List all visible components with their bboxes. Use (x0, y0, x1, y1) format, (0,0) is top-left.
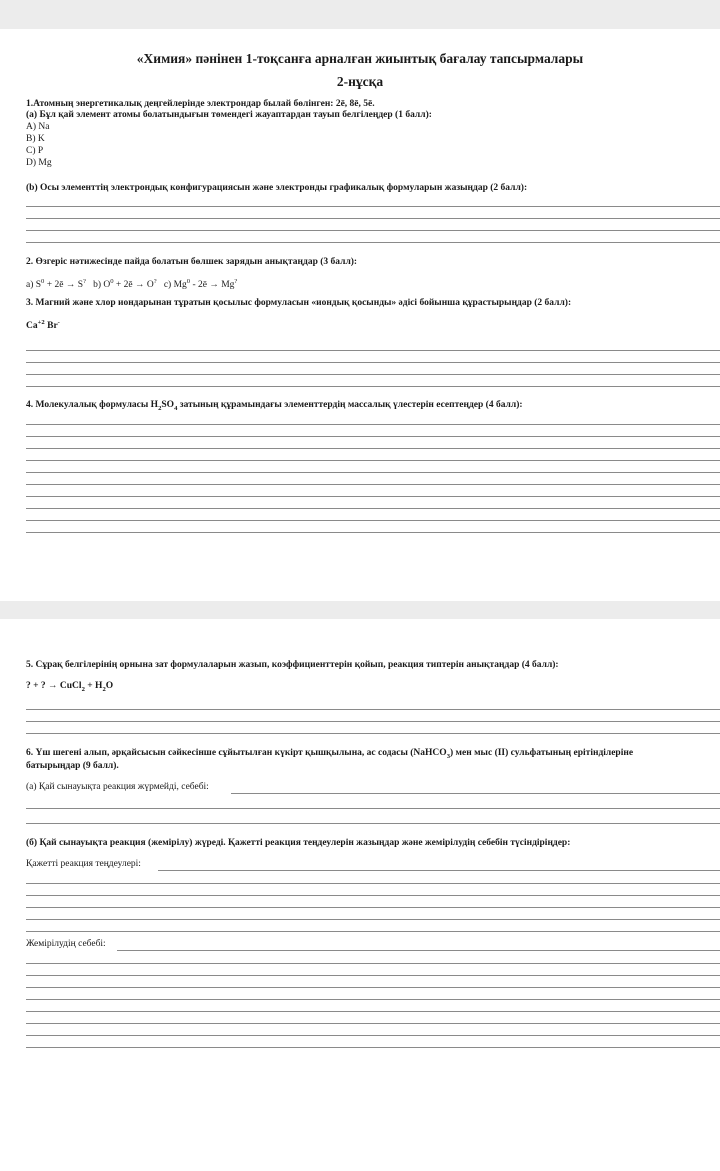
answer-line (26, 1047, 720, 1048)
q1-part-b: (b) Осы элементтің электрондық конфигурациясын және электронды графикалық формуларын жазыңдар (2 балл): (26, 183, 528, 193)
answer-line (26, 733, 720, 734)
q6-part-b: (б) Қай сынауықта реакция (жемірілу) жүреді. Қажетті реакция теңдеулерін жазыңдар және жемірілудің себебін түсіндіріңдер: (26, 838, 571, 848)
answer-line (26, 218, 720, 219)
answer-line (26, 1011, 720, 1012)
answer-line (26, 484, 720, 485)
answer-line (26, 987, 720, 988)
answer-line (26, 721, 720, 722)
answer-line (26, 919, 720, 920)
answer-fill-line (231, 793, 720, 794)
q1-option-c: C) P (26, 146, 44, 156)
answer-line (26, 460, 720, 461)
answer-line (26, 931, 720, 932)
answer-line (26, 883, 720, 884)
worksheet-page-2 (0, 619, 720, 1171)
answer-line (26, 350, 720, 351)
answer-line (26, 907, 720, 908)
answer-line (26, 362, 720, 363)
answer-line (26, 496, 720, 497)
answer-line (26, 808, 720, 809)
answer-line (26, 374, 720, 375)
q1-option-b: B) K (26, 134, 45, 144)
answer-line (26, 242, 720, 243)
q1-intro: 1.Атомның энергетикалық деңгейлерінде электрондар былай бөлінген: 2ē, 8ē, 5ē. (26, 99, 375, 109)
page-title: «Химия» пәнінен 1-тоқсанға арналған жиынтық бағалау тапсырмалары (136, 51, 584, 66)
q5-text: 5. Сұрақ белгілерінің орнына зат формулаларын жазып, коэффициенттерін қойып, реакция типтерін анықтаңдар (4 балл): (26, 660, 559, 670)
answer-line (26, 448, 720, 449)
answer-fill-line (117, 950, 720, 951)
answer-line (26, 472, 720, 473)
answer-line (26, 424, 720, 425)
q6-text-line2: батырыңдар (9 балл). (26, 761, 119, 771)
q3-text: 3. Магний және хлор иондарынан тұратын қосылыс формуласын «иондық қосынды» әдісі бойынша құрастырыңдар (2 балл): (26, 298, 572, 308)
answer-line (26, 999, 720, 1000)
answer-line (26, 436, 720, 437)
answer-line (26, 963, 720, 964)
answer-line (26, 823, 720, 824)
q3-ions: $Ca^{+2}$ Br- (26, 319, 60, 332)
worksheet-page-1 (0, 29, 720, 601)
q4-text: 4. Молекулалық формуласы $H_2SO_4$ затының құрамындағы элементтердің массалық үлестерін есептеңдер (4 балл): (26, 400, 523, 412)
answer-line (26, 206, 720, 207)
q6-text-line1: 6. Үш шегені алып, әрқайсысын сәйкесінше сұйытылған күкірт қышқылына, ас содасы (NaHCO$_3$) мен мыс (II) сульфатының ерітінділеріне (26, 748, 634, 760)
q6-part-a: (а) Қай сынауықта реакция жүрмейді, себебі: (26, 782, 209, 792)
answer-line (26, 895, 720, 896)
q6-equations-label: Қажетті реакция теңдеулері: (26, 859, 141, 869)
answer-line (26, 386, 720, 387)
answer-line (26, 532, 720, 533)
q5-equation: ? + ? → CuCl$_2$ + $H_2O$ (26, 681, 114, 693)
answer-line (26, 230, 720, 231)
answer-line (26, 520, 720, 521)
q1-option-a: A) Na (26, 122, 50, 132)
variant-label: 2-нұсқа (336, 74, 384, 89)
answer-fill-line (158, 870, 720, 871)
answer-line (26, 508, 720, 509)
q2-equations: а) $S^0$ + 2ē → S? b) $O^0$ + 2ē → O? c) Mg$^0$ - 2ē → Mg? (26, 278, 238, 291)
q6-reason-label: Жемірілудің себебі: (26, 939, 106, 949)
answer-line (26, 975, 720, 976)
answer-line (26, 709, 720, 710)
q1-part-a: (а) Бұл қай элемент атомы болатындығын төмендегі жауаптардан тауып белгілеңдер (1 балл): (26, 110, 432, 120)
answer-line (26, 1035, 720, 1036)
q2-text: 2. Өзгеріс нәтижесінде пайда болатын бөлшек зарядын анықтаңдар (3 балл): (26, 257, 358, 267)
answer-line (26, 1023, 720, 1024)
q1-option-d: D) Mg (26, 158, 52, 168)
